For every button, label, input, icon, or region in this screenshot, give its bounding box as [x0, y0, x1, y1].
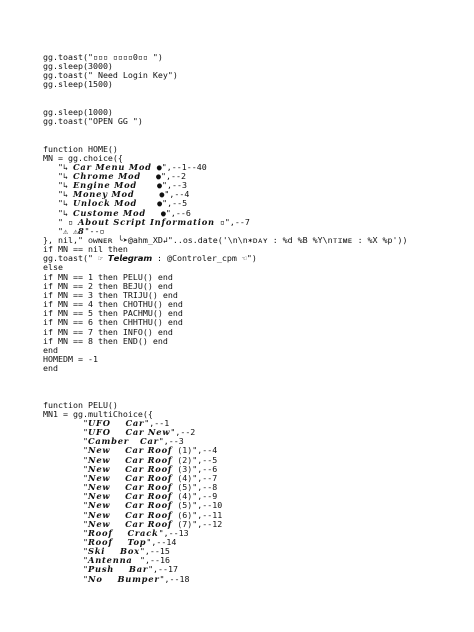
choice-prefix: " — [43, 427, 88, 438]
code-line: if MN == 8 then END() end — [43, 335, 168, 346]
choice-suffix: ●",--5 — [137, 198, 188, 209]
choice-prefix: "↳ — [43, 198, 73, 209]
choice-label: New Car Roof — [87, 463, 173, 474]
choice-prefix: "↳ — [43, 170, 73, 181]
code-line: else — [43, 262, 63, 273]
code-line: gg.sleep(1000) — [43, 106, 113, 117]
choice-prefix: "↳ — [43, 161, 73, 172]
choice-suffix: ",--3 — [158, 436, 184, 447]
choice-prefix: "↳ — [43, 180, 73, 191]
choice-prefix: "↳ — [43, 189, 73, 200]
choice-prefix: " — [43, 418, 88, 428]
choice-suffix: (5)",--10 — [172, 500, 223, 511]
code-line: function HOME() — [43, 143, 118, 154]
code-line: gg.toast(" ☞ 𝙏𝙚𝙡𝙚𝙜𝙧𝙖𝙢 : @Controler_cpm ☜") — [43, 253, 257, 264]
choice-suffix: ",--15 — [139, 546, 170, 557]
choice-label: New Car Roof — [87, 482, 173, 493]
choice-prefix: " — [43, 500, 88, 511]
code-line: HOMEDM = -1 — [43, 353, 98, 364]
choice-prefix: " — [43, 555, 88, 566]
choice-label: Roof Crack — [87, 527, 159, 538]
choice-suffix: (1)",--4 — [172, 445, 218, 456]
choice-prefix: " — [43, 546, 88, 557]
choice-prefix: " — [43, 491, 88, 502]
code-line: gg.toast(" Need Login Key") — [43, 70, 178, 81]
choice-label: Engine Mod — [72, 180, 138, 191]
choice-label: Unlock Mod — [72, 198, 138, 209]
code-line: gg.sleep(3000) — [43, 61, 113, 72]
choice-prefix: " — [43, 573, 88, 584]
choice-label: Roof Top — [87, 536, 147, 547]
choice-prefix: " — [43, 445, 88, 456]
code-line: }, nil," ᴏᴡɴᴇʀ ╰➤@ahm_XD↲"..os.date('\n\n✶ᴅᴀʏ : %d %B %Y\nᴛɪᴍᴇ : %X %p')) — [43, 235, 408, 245]
choice-prefix: " — [43, 518, 88, 529]
choice-suffix: ●",--4 — [134, 189, 190, 200]
choice-suffix: ",--2 — [170, 427, 196, 438]
choice-prefix: " — [43, 527, 88, 538]
choice-suffix: (2)",--5 — [172, 454, 218, 465]
code-line: end — [43, 344, 58, 355]
choice-prefix: " — [43, 454, 88, 465]
choice-suffix: ▫",--7 — [214, 216, 250, 227]
code-line: if MN == nil then — [43, 244, 128, 255]
code-line: function PELU() — [43, 399, 118, 410]
code-line: if MN == 5 then PACHMU() end — [43, 308, 183, 319]
code-line: gg.toast("▫▫▫ ▫▫▫▫0▫▫ ") — [43, 52, 163, 62]
choice-label: Money Mod — [72, 189, 135, 200]
choice-label: About Script Information — [77, 216, 215, 227]
choice-label: New Car Roof — [87, 454, 173, 465]
choice-suffix: ",--18 — [159, 573, 190, 584]
choice-suffix: ",--17 — [148, 564, 179, 575]
choice-label: Chrome Mod — [72, 170, 141, 181]
choice-suffix: "--▫ — [84, 225, 105, 236]
choice-label: New Car Roof — [87, 472, 173, 483]
code-line: if MN == 4 then CHOTHU() end — [43, 299, 183, 310]
choice-line — [43, 575, 190, 584]
choice-suffix: ●",--6 — [145, 207, 191, 218]
choice-suffix: (6)",--11 — [172, 509, 223, 520]
choice-label: New Car Roof — [87, 509, 173, 520]
choice-prefix: "↳ — [43, 207, 73, 218]
choice-label: 8 — [77, 225, 85, 236]
choice-prefix: " — [43, 436, 88, 447]
choice-prefix: " — [43, 564, 88, 575]
choice-suffix: (7)",--12 — [172, 518, 223, 529]
code-line: if MN == 1 then PELU() end — [43, 271, 173, 282]
code-line: MN1 = gg.multiChoice({ — [43, 408, 153, 419]
code-line: MN = gg.choice({ — [43, 152, 123, 163]
choice-suffix: ●",--1--40 — [151, 161, 207, 172]
code-line: if MN == 7 then INFO() end — [43, 326, 173, 337]
choice-label: UFO Car — [87, 418, 145, 428]
code-line: end — [43, 363, 58, 374]
choice-suffix: (4)",--7 — [172, 472, 218, 483]
code-line: if MN == 2 then BEJU() end — [43, 280, 173, 291]
choice-prefix: " ▫ — [43, 216, 78, 227]
choice-suffix: (3)",--6 — [172, 463, 218, 474]
choice-label: Ski Box — [87, 546, 140, 557]
code-line: gg.toast("OPEN GG ") — [43, 116, 143, 127]
code-line: gg.sleep(1500) — [43, 79, 113, 90]
choice-label: Push Bar — [87, 564, 149, 575]
choice-suffix: ",--1 — [144, 418, 170, 428]
choice-suffix: (4)",--9 — [172, 491, 218, 502]
choice-label: Antenna — [87, 555, 140, 566]
choice-prefix: " — [43, 509, 88, 520]
code-line: if MN == 3 then TRIJU() end — [43, 289, 178, 300]
choice-suffix: ",--16 — [139, 555, 170, 566]
choice-label: New Car Roof — [87, 518, 173, 529]
choice-label: New Car Roof — [87, 500, 173, 511]
choice-label: Car Menu Mod — [72, 161, 152, 172]
choice-suffix: ●",--3 — [137, 180, 187, 191]
choice-prefix: " — [43, 482, 88, 493]
choice-prefix: "⚠ ⚠ — [43, 225, 78, 236]
choice-suffix: ●",--2 — [141, 170, 186, 181]
choice-prefix: " — [43, 472, 88, 483]
choice-suffix: ",--13 — [158, 527, 189, 538]
choice-prefix: " — [43, 463, 88, 474]
choice-label: No Bumper — [87, 573, 160, 584]
choice-suffix: (5)",--8 — [172, 482, 218, 493]
choice-label: Custome Mod — [72, 207, 146, 218]
choice-label: New Car Roof — [87, 445, 173, 456]
code-line: if MN == 6 then CHHTHU() end — [43, 317, 183, 328]
choice-label: New Car Roof — [87, 491, 173, 502]
choice-label: UFO Car New — [87, 427, 171, 438]
choice-prefix: " — [43, 536, 88, 547]
choice-label: Camber Car — [87, 436, 159, 447]
choice-suffix: ",--14 — [146, 536, 177, 547]
